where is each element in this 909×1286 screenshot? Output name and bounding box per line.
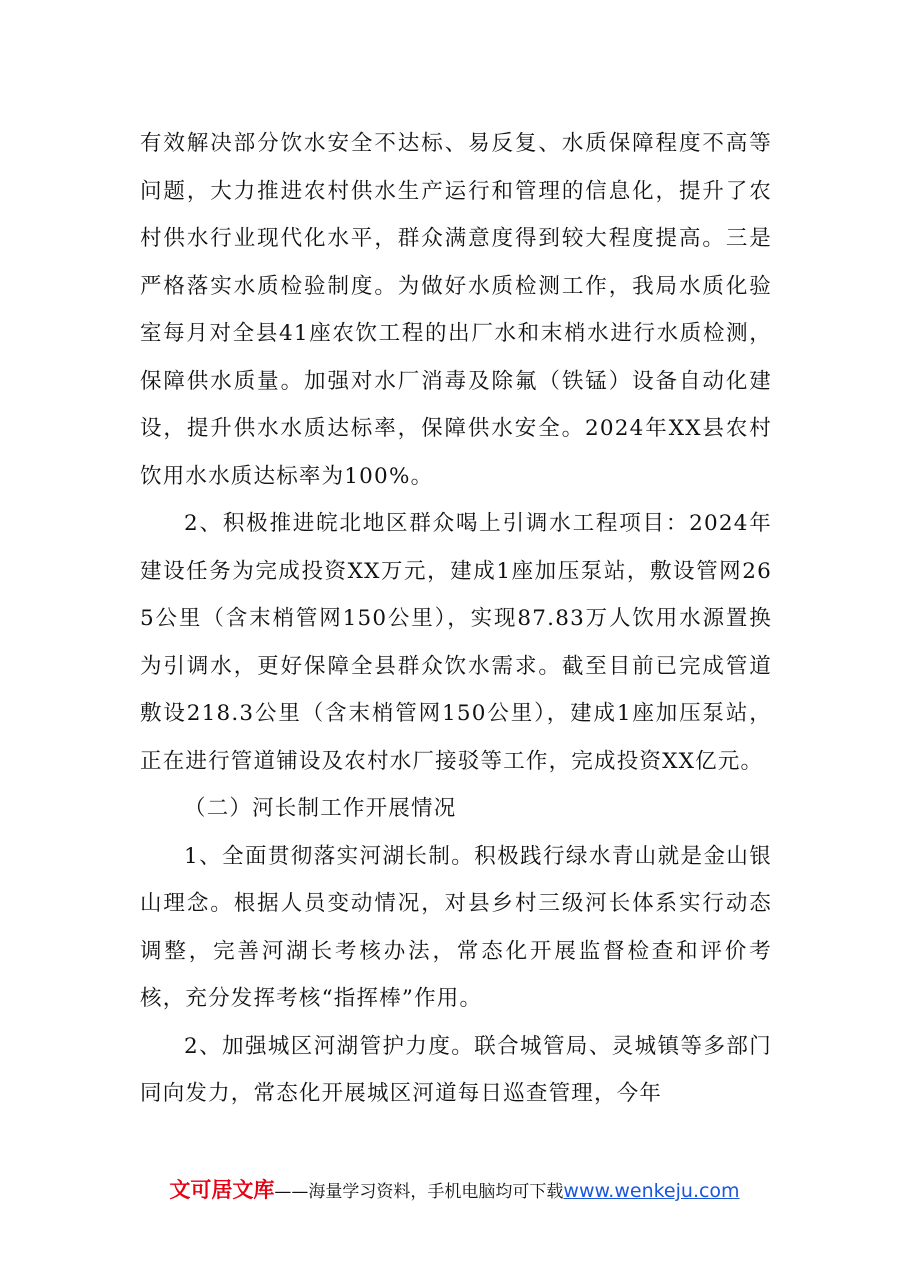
paragraph-river-chief-system: 1、全面贯彻落实河湖长制。积极践行绿水青山就是金山银山理念。根据人员变动情况，对县乡村三级河长体系实行动态调整，完善河湖长考核办法，常态化开展监督检查和评价考核，充分发挥考核“指挥棒”作用。 — [140, 843, 772, 1011]
paragraph-urban-river-management: 2、加强城区河湖管护力度。联合城管局、灵城镇等多部门同向发力，常态化开展城区河道每日巡查管理，今年 — [140, 1033, 772, 1106]
document-body — [140, 120, 772, 1118]
footer-link[interactable]: www.wenkeju.com — [563, 1180, 740, 1202]
footer-brand: 文可居文库 — [169, 1178, 275, 1202]
section-heading-river-chief: （二）河长制工作开展情况 — [184, 796, 457, 821]
footer-banner — [0, 1174, 909, 1204]
footer-slogan: ——海量学习资料，手机电脑均可下载 — [274, 1182, 564, 1202]
paragraph-water-quality-continued: 有效解决部分饮水安全不达标、易反复、水质保障程度不高等问题，大力推进农村供水生产运行和管理的信息化，提升了农村供水行业现代化水平，群众满意度得到较大程度提高。三是严格落实水质检验制度。为做好水质检测工作，我局水质化验室每月对全县41座农饮工程的出厂水和末梢水进行水质检测，保障供水质量。加强对水厂消毒及除氟（铁锰）设备自动化建设，提升供水水质达标率，保障供水安全。2024年XX县农村饮用水水质达标率为100%。 — [140, 131, 772, 489]
paragraph-water-diversion-project: 2、积极推进皖北地区群众喝上引调水工程项目：2024年建设任务为完成投资XX万元，建成1座加压泵站，敷设管网265公里（含末梢管网150公里），实现87.83万人饮用水源置换为引调水，更好保障全县群众饮水需求。截至目前已完成管道敷设218.3公里（含末梢管网150公里），建成1座加压泵站，正在进行管道铺设及农村水厂接驳等工作，完成投资XX亿元。 — [140, 511, 772, 774]
